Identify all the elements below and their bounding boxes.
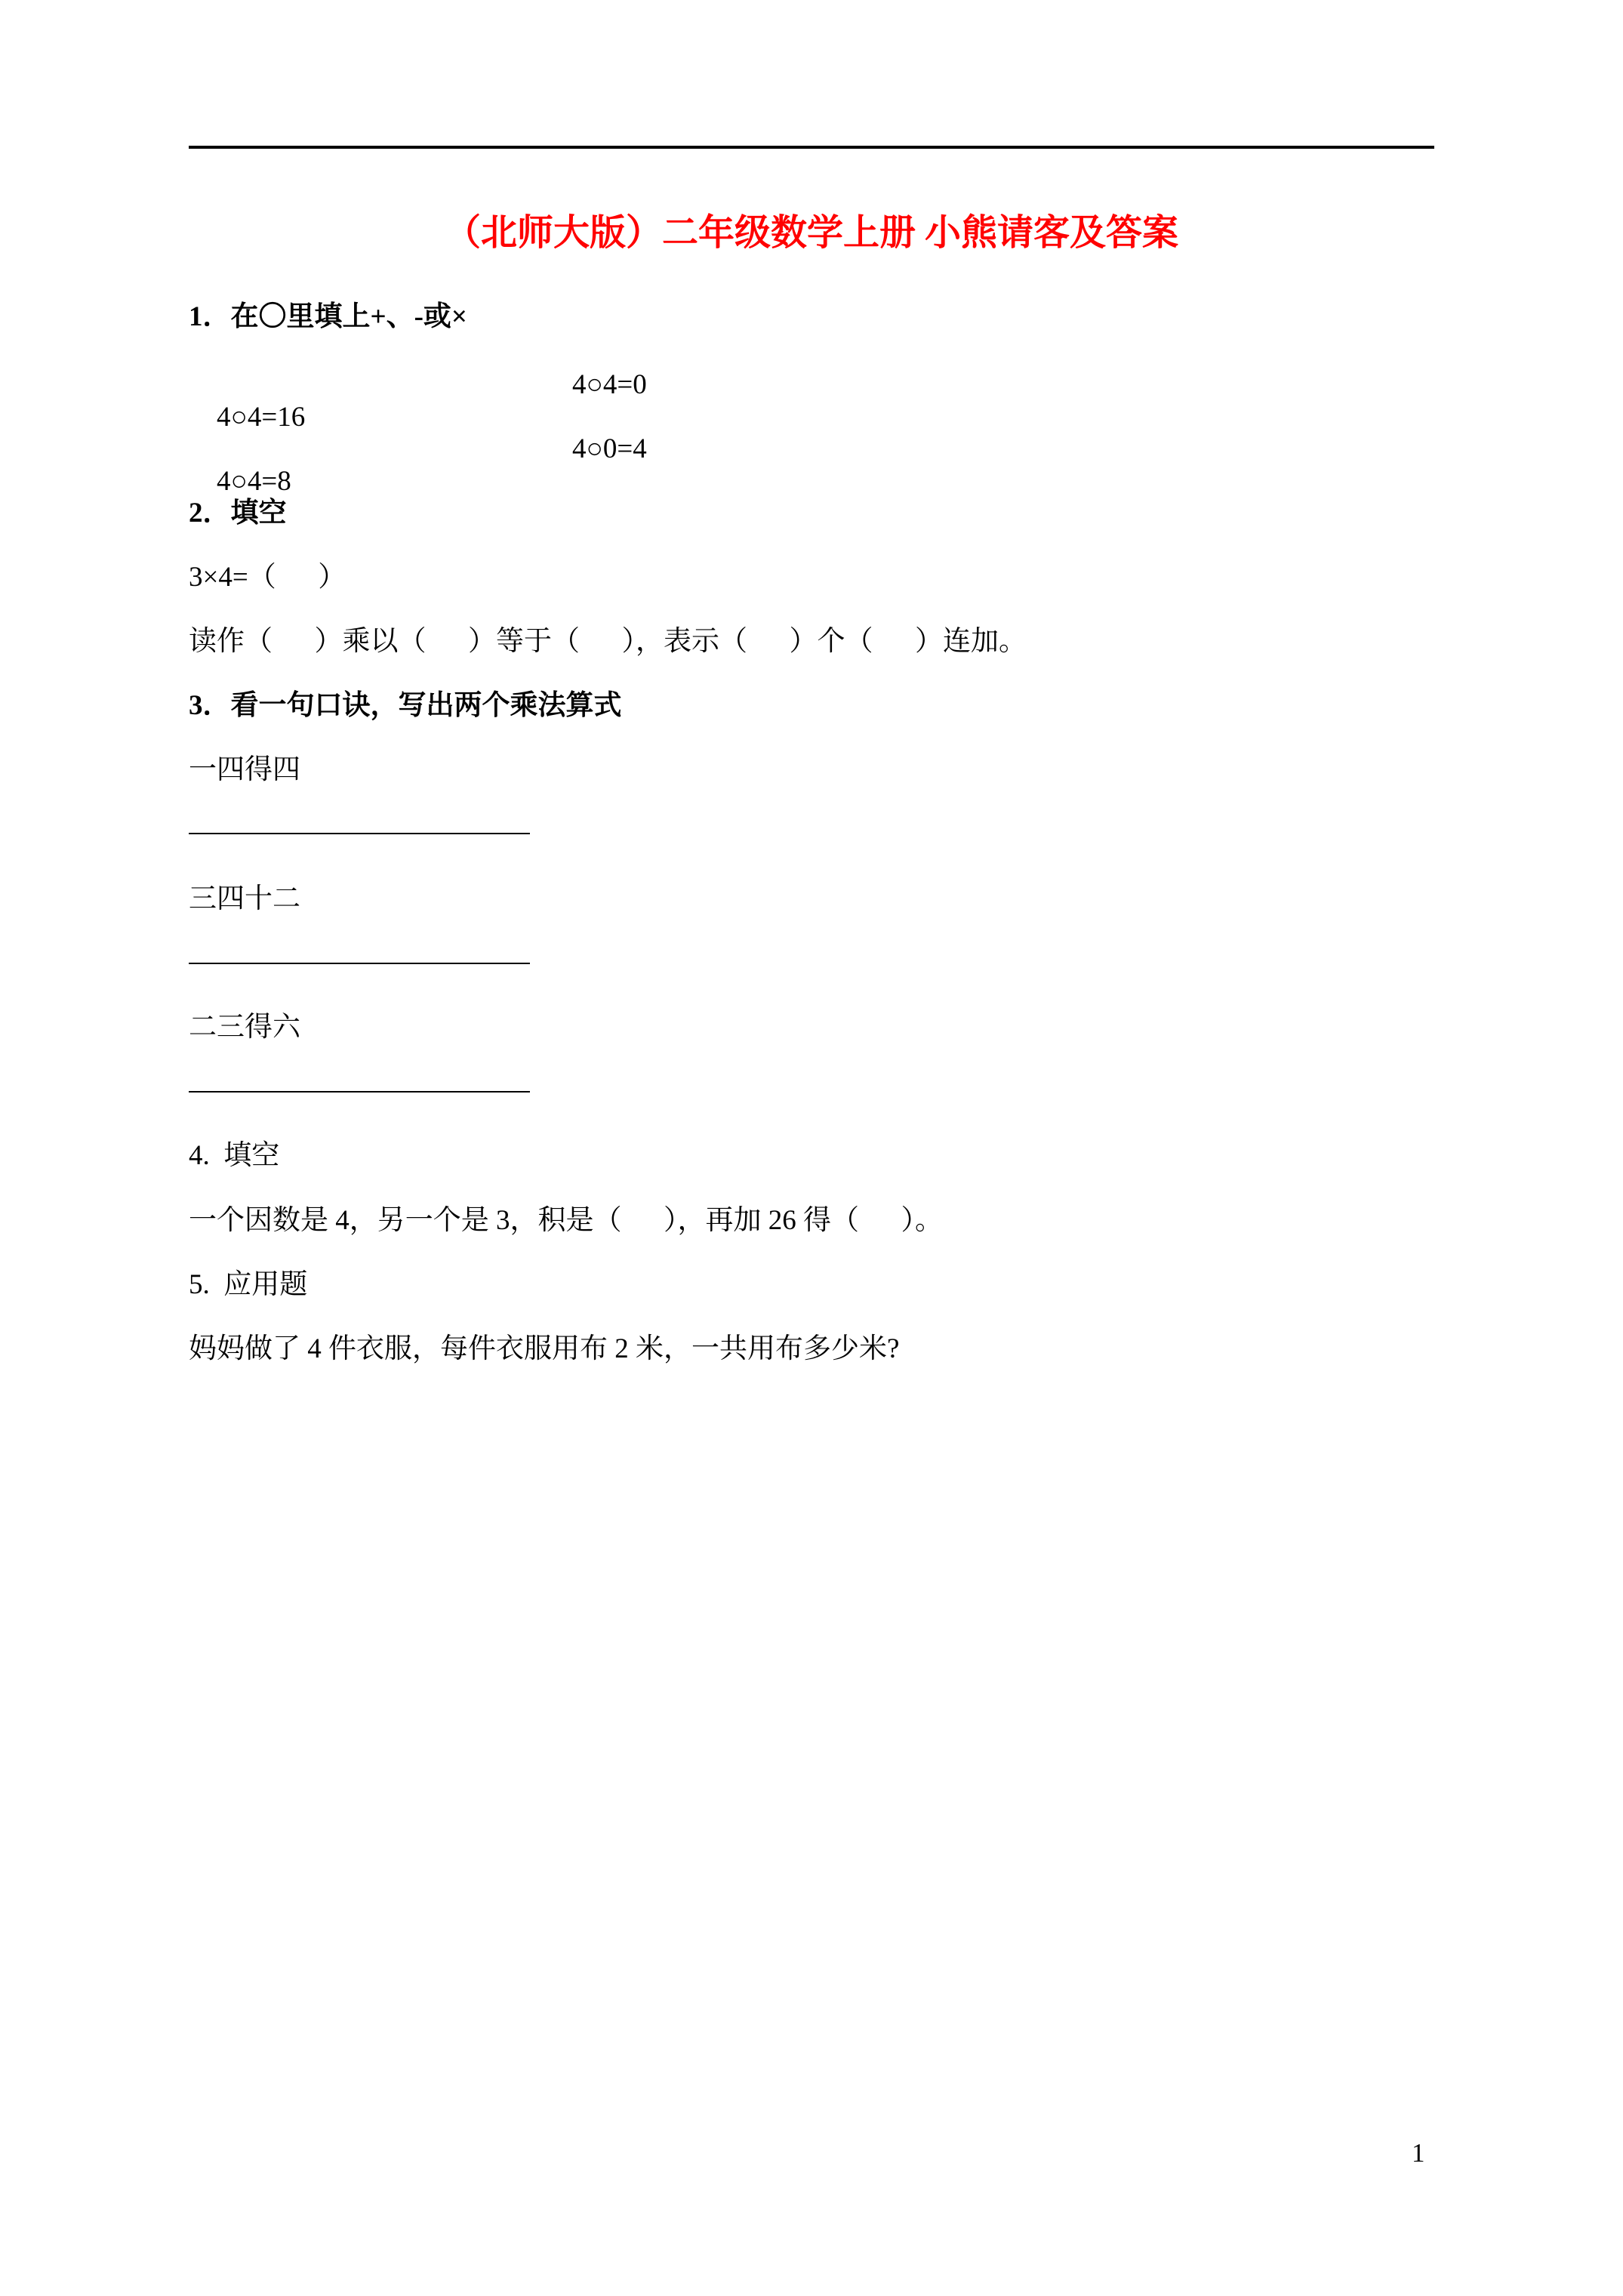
question-2-heading: 2．填空 [189, 498, 287, 529]
question-3-heading: 3．看一句口诀，写出两个乘法算式 [189, 690, 622, 721]
question-4-heading: 4. 填空 [189, 1140, 280, 1171]
mnemonic-item-2: 三四十二 [189, 883, 300, 914]
answer-line-1 [189, 833, 530, 834]
equation-left: 4○4=16 [217, 401, 306, 433]
question-2-expression: 3×4=（ ） [189, 562, 346, 593]
question-4-fill-line: 一个因数是 4，另一个是 3，积是（ ），再加 26 得（ ）。 [189, 1205, 943, 1236]
answer-line-3 [189, 1091, 530, 1093]
mnemonic-item-3: 二三得六 [189, 1012, 300, 1043]
header-rule [189, 146, 1434, 149]
question-1-heading: 1．在〇里填上+、-或× [189, 301, 467, 332]
question-5-text: 妈妈做了 4 件衣服，每件衣服用布 2 米，一共用布多少米? [189, 1333, 900, 1364]
page-number: 1 [1412, 2138, 1425, 2168]
question-5-heading: 5. 应用题 [189, 1269, 308, 1300]
equation-right: 4○4=0 [572, 369, 647, 400]
equation-left: 4○4=8 [217, 465, 291, 497]
equation-right: 4○0=4 [572, 433, 647, 464]
mnemonic-item-1: 一四得四 [189, 754, 300, 785]
question-2-fill-line: 读作（ ）乘以（ ）等于（ ），表示（ ）个（ ）连加。 [189, 626, 1027, 657]
answer-line-2 [189, 963, 530, 964]
page-title: （北师大版）二年级数学上册 小熊请客及答案 [444, 213, 1178, 253]
